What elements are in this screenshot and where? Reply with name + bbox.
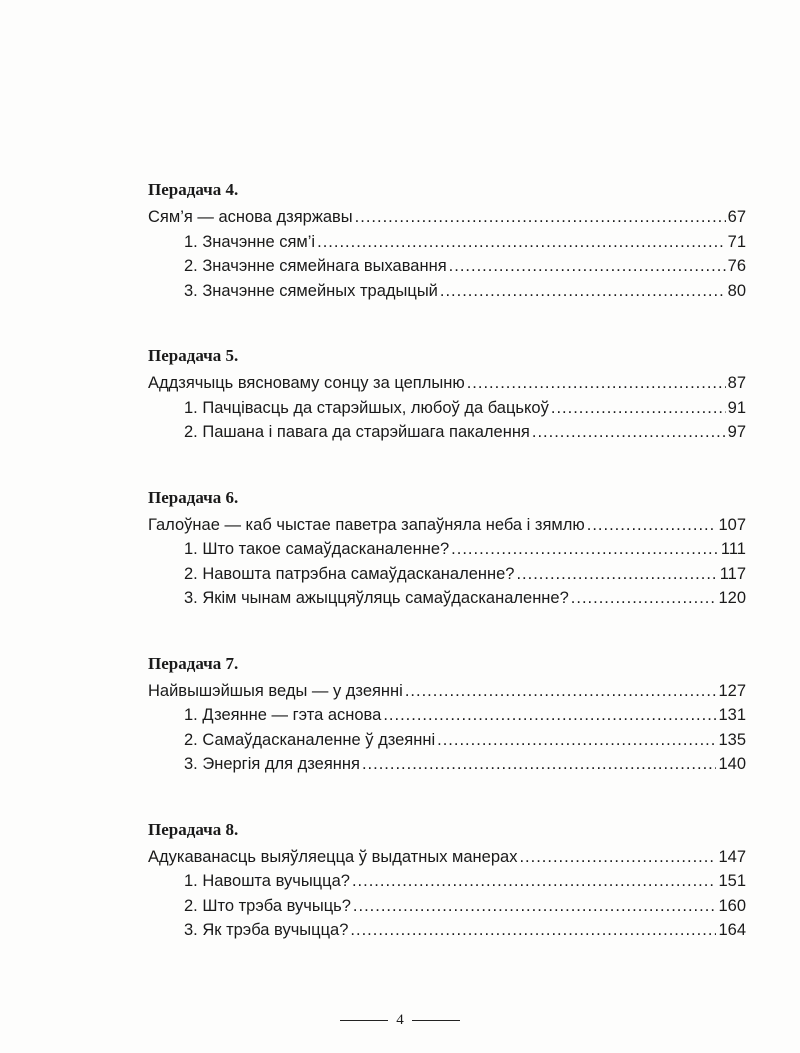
page-number: 71 <box>727 232 746 251</box>
toc-subentry[interactable] <box>148 752 746 777</box>
dot-leader <box>440 279 726 304</box>
footer-rule-left <box>340 1020 388 1021</box>
entry-text: 1. Навошта вучыцца? <box>184 872 350 890</box>
entry-text: 2. Пашана і павага да старэйшага пакалення <box>184 423 530 441</box>
dot-leader <box>355 205 726 230</box>
page-number: 111 <box>720 540 746 558</box>
dot-leader <box>352 869 717 894</box>
toc-subentry[interactable] <box>148 537 746 562</box>
toc-entry[interactable] <box>148 513 746 538</box>
entry-text: 2. Самаўдасканаленне ў дзеянні <box>184 730 436 749</box>
page-number: 117 <box>719 564 746 583</box>
dot-leader <box>362 752 717 777</box>
dot-leader <box>317 230 726 255</box>
toc-subentry[interactable] <box>148 562 746 587</box>
dot-leader <box>449 254 726 279</box>
toc-entry[interactable] <box>148 205 746 230</box>
toc-section <box>148 818 746 943</box>
toc-subentry[interactable] <box>148 703 746 728</box>
page-number: 76 <box>727 257 746 275</box>
page-number: 67 <box>727 208 746 226</box>
entry-text: 3. Значэнне сямейных традыцый <box>184 281 438 300</box>
entry-text: 2. Што трэба вучыць? <box>184 896 351 915</box>
dot-leader <box>353 894 717 919</box>
toc-subentry[interactable] <box>148 279 746 304</box>
page-footer <box>0 1012 800 1029</box>
page-number: 97 <box>727 423 746 441</box>
footer-page-number: 4 <box>396 1012 404 1028</box>
toc-section <box>148 178 746 303</box>
toc-subentry[interactable] <box>148 894 746 919</box>
section-title: Перадача 8. <box>148 819 239 839</box>
toc-section <box>148 486 746 611</box>
page-number: 135 <box>718 730 746 749</box>
toc-section <box>148 652 746 777</box>
page-number: 107 <box>718 515 746 534</box>
dot-leader <box>587 513 717 538</box>
page-number: 147 <box>718 847 746 866</box>
page-number: 87 <box>727 374 746 392</box>
toc-section <box>148 344 746 445</box>
dot-leader <box>532 420 726 445</box>
dot-leader <box>350 918 716 943</box>
toc-subentry[interactable] <box>148 396 746 421</box>
page-number: 91 <box>727 398 746 417</box>
entry-text: 1. Пачцівасць да старэйшых, любоў да бацькоў <box>184 398 549 417</box>
table-of-contents <box>148 178 746 984</box>
page-number: 127 <box>718 681 746 700</box>
toc-subentry[interactable] <box>148 869 746 894</box>
page-number: 140 <box>718 755 746 773</box>
toc-entry[interactable] <box>148 679 746 704</box>
toc-subentry[interactable] <box>148 728 746 753</box>
toc-subentry[interactable] <box>148 918 746 943</box>
section-title: Перадача 5. <box>148 346 239 365</box>
entry-text: 1. Дзеянне — гэта аснова <box>184 706 382 724</box>
dot-leader <box>405 679 717 704</box>
dot-leader <box>551 396 726 421</box>
entry-text: 1. Значэнне сям’і <box>184 232 316 251</box>
dot-leader <box>467 371 726 396</box>
section-title: Перадача 7. <box>148 653 239 673</box>
entry-text: 2. Навошта патрэбна самаўдасканаленне? <box>184 564 515 583</box>
entry-text: 2. Значэнне сямейнага выхавання <box>184 257 447 275</box>
toc-subentry[interactable] <box>148 230 746 255</box>
entry-text: Галоўнае — каб чыстае паветра запаўняла неба і зямлю <box>148 515 585 534</box>
page-number: 160 <box>718 896 746 915</box>
dot-leader <box>519 845 716 870</box>
page-number: 80 <box>727 281 746 300</box>
section-title: Перадача 4. <box>148 180 239 199</box>
entry-text: Найвышэйшыя веды — у дзеянні <box>148 681 403 700</box>
dot-leader <box>451 537 719 562</box>
page-number: 164 <box>718 921 746 939</box>
section-title: Перадача 6. <box>148 487 239 507</box>
toc-entry[interactable] <box>148 845 746 870</box>
entry-text: 3. Як трэба вучыцца? <box>184 921 349 939</box>
dot-leader <box>437 728 716 753</box>
toc-subentry[interactable] <box>148 254 746 279</box>
footer-rule-right <box>412 1020 460 1021</box>
toc-entry[interactable] <box>148 371 746 396</box>
toc-subentry[interactable] <box>148 420 746 445</box>
toc-subentry[interactable] <box>148 586 746 611</box>
entry-text: 3. Якім чынам ажыццяўляць самаўдасканаленне? <box>184 589 569 607</box>
entry-text: Адукаванасць выяўляецца ў выдатных манерах <box>148 847 518 866</box>
dot-leader <box>383 703 716 728</box>
entry-text: 1. Што такое самаўдасканаленне? <box>184 540 450 558</box>
page-number: 131 <box>718 706 746 724</box>
entry-text: Сям’я — аснова дзяржавы <box>148 208 353 226</box>
dot-leader <box>571 586 717 611</box>
dot-leader <box>516 562 717 587</box>
entry-text: Аддзячыць вясноваму сонцу за цеплыню <box>148 374 465 392</box>
page-number: 120 <box>718 589 746 607</box>
page-number: 151 <box>718 872 746 890</box>
entry-text: 3. Энергія для дзеяння <box>184 755 360 773</box>
